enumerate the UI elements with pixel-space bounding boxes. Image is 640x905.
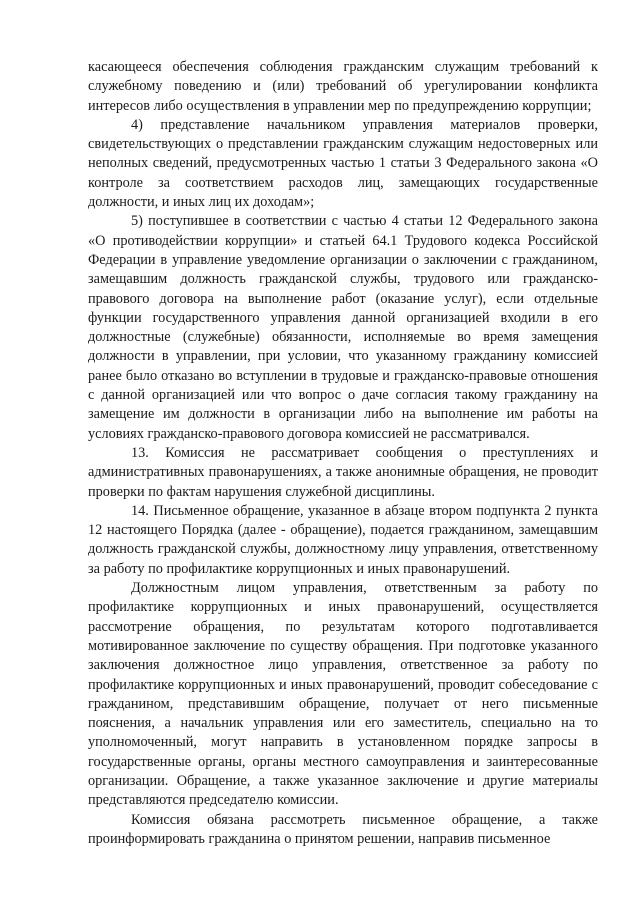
- paragraph-clause-13: 13. Комиссия не рассматривает сообщения о преступлениях и административных правонарушениях, а также анонимные обращения, не проводит проверки по фактам нарушения служебной дисциплины.: [88, 444, 598, 500]
- paragraph-commission-duty: Комиссия обязана рассмотреть письменное обращение, а также проинформировать гражданина о принятом решении, направив письменное: [88, 811, 598, 847]
- paragraph-item-5: 5) поступившее в соответствии с частью 4 статьи 12 Федерального закона «О противодействии коррупции» и статьей 64.1 Трудового кодекса Российской Федерации в управление уведомление организации о заключении с гражданином, замещавшим должность гражданской службы, трудового или гражданско-правового договора на выполнение работ (оказание услуг), если отдельные функции государственного управления данной организацией входили в его должностные (служебные) обязанности, исполняемые во время замещения должности в управлении, при условии, что указанному гражданину комиссией ранее было отказано во вступлении в трудовые и гражданско-правовые отношения с данной организацией или что вопрос о даче согласия такому гражданину на замещение им должности в организации либо на выполнение им работы на условиях гражданско-правового договора комиссией не рассматривался.: [88, 213, 598, 442]
- document-page: [88, 58, 598, 849]
- paragraph-item-4: 4) представление начальником управления материалов проверки, свидетельствующих о представлении гражданским служащим недостоверных или неполных сведений, предусмотренных частью 1 статьи 3 Федерального закона «О контроле за соответствием расходов лиц, замещающих государственные должности, и иных лиц их доходам»;: [88, 116, 598, 211]
- paragraph-official-review: Должностным лицом управления, ответственным за работу по профилактике коррупционных и иных правонарушений, осуществляется рассмотрение обращения, по результатам которого подготавливается мотивированное заключение по существу обращения. При подготовке указанного заключения должностное лицо управления, ответственное за работу по профилактике коррупционных и иных правонарушений, проводит собеседование с гражданином, представившим обращение, получает от него письменные пояснения, а начальник управления или его заместитель, специально на то уполномоченный, могут направить в установленном порядке запросы в государственные органы, органы местного самоуправления и заинтересованные организации. Обращение, а также указанное заключение и другие материалы представляются председателю комиссии.: [88, 580, 598, 809]
- paragraph-continuation: касающееся обеспечения соблюдения гражданским служащим требований к служебному поведению и (или) требований об урегулировании конфликта интересов либо осуществления в управлении мер по предупреждению коррупции;: [88, 59, 598, 114]
- paragraph-clause-14: 14. Письменное обращение, указанное в абзаце втором подпункта 2 пункта 12 настоящего Порядка (далее - обращение), подается гражданином, замещавшим должность гражданской службы, должностному лицу управления, ответственному за работу по профилактике коррупционных и иных правонарушений.: [88, 502, 598, 577]
